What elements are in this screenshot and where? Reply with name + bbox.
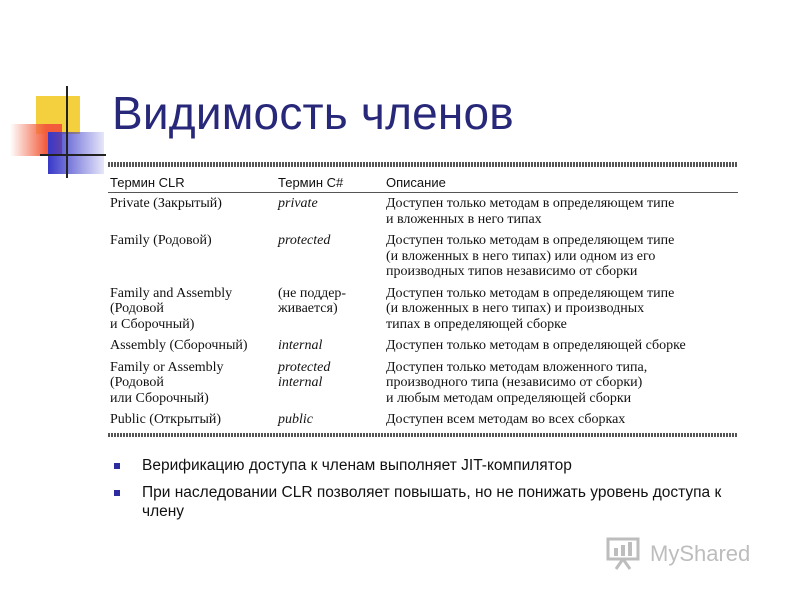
table-row: [108, 357, 738, 410]
cell-csharp: public: [278, 412, 313, 427]
bullet-text: При наследовании CLR позволяет повышать, но не понижать уровень доступа к члену: [142, 484, 722, 520]
cell-description: Доступен только методам в определяющем типе (и вложенных в него типах) или одном из его производных типов независимо от сборки: [386, 233, 675, 279]
cell-description: Доступен только методам в определяющей сборке: [386, 338, 686, 353]
table-bottom-rule: [108, 433, 738, 437]
cell-clr: Public (Открытый): [110, 412, 222, 427]
table-row: [108, 230, 738, 283]
header-csharp-term: Термин C#: [278, 175, 344, 190]
cell-csharp: private: [278, 196, 318, 211]
list-item: [112, 456, 732, 475]
cell-clr: Family (Родовой): [110, 233, 212, 248]
list-item: [112, 483, 732, 521]
header-clr-term: Термин CLR: [110, 175, 185, 190]
decor-blue-square: [48, 132, 104, 174]
bullet-text: Верификацию доступа к членам выполняет JIT-компилятор: [142, 457, 572, 474]
table-row: [108, 409, 738, 431]
cell-clr: Private (Закрытый): [110, 196, 222, 211]
square-bullet-icon: [114, 463, 120, 469]
decor-vertical-line: [66, 86, 68, 178]
watermark-logo: [606, 536, 766, 572]
table-header-row: [108, 167, 738, 193]
cell-csharp: (не поддер- живается): [278, 285, 347, 316]
cell-description: Доступен только методам в определяющем типе (и вложенных в него типах) и производных типах в определяющей сборке: [386, 285, 675, 332]
decor-horizontal-line: [40, 154, 106, 156]
cell-description: Доступен только методам в определяющем типе и вложенных в него типах: [386, 196, 675, 227]
table-row: [108, 193, 738, 231]
table-row: [108, 335, 738, 357]
slide-title: Видимость членов: [112, 87, 514, 139]
cell-clr: Assembly (Сборочный): [110, 338, 248, 353]
presentation-board-icon: [606, 536, 642, 570]
header-description: Описание: [386, 175, 446, 190]
bullet-list: [112, 456, 732, 529]
cell-description: Доступен всем методам во всех сборках: [386, 412, 626, 427]
cell-description: Доступен только методам вложенного типа, производного типа (независимо от сборки) и любым методам определяющей сборки: [386, 359, 648, 406]
cell-csharp: protected internal: [278, 359, 331, 390]
visibility-table: [108, 162, 738, 437]
cell-clr: Family and Assembly (Родовой и Сборочный): [110, 285, 233, 332]
cell-clr: Family or Assembly (Родовой или Сборочный): [110, 359, 224, 406]
cell-csharp: internal: [278, 338, 323, 353]
table-row: [108, 283, 738, 336]
watermark-text: MyShared: [650, 541, 751, 566]
cell-csharp: protected: [278, 233, 331, 248]
square-bullet-icon: [114, 490, 120, 496]
